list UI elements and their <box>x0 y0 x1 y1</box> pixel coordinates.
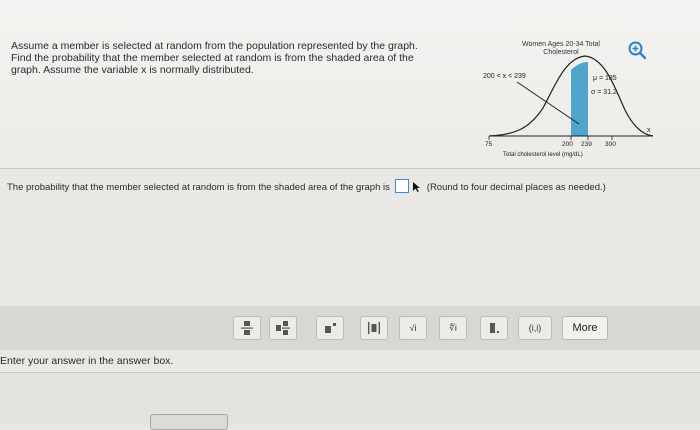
decimal-icon <box>487 321 501 335</box>
mixed-number-icon <box>275 320 291 336</box>
zoom-in-button[interactable] <box>627 40 647 60</box>
rounding-note: (Round to four decimal places as needed.) <box>426 182 606 193</box>
nth-root-label: ∜i <box>449 322 457 333</box>
interval-label: 200 < x < 239 <box>483 73 526 80</box>
tick-300-label: 300 <box>605 141 616 148</box>
mu-label: μ = 185 <box>593 75 617 82</box>
cursor-arrow-icon <box>413 182 421 192</box>
answer-prompt-row <box>7 180 700 196</box>
absolute-value-tool-button[interactable] <box>360 316 388 340</box>
axis-label: Total cholesterol level (mg/dL) <box>503 152 583 158</box>
answer-hint: Enter your answer in the answer box. <box>0 355 174 367</box>
nth-root-tool-button[interactable] <box>439 316 467 340</box>
x-variable-label: x <box>647 127 651 134</box>
square-root-tool-button[interactable] <box>399 316 427 340</box>
bottom-partial-button[interactable] <box>150 414 228 430</box>
tick-200-label: 200 <box>562 141 573 148</box>
shaded-region <box>571 62 588 136</box>
more-button[interactable]: More <box>562 316 608 340</box>
zoom-in-icon <box>627 40 647 60</box>
ordered-pair-label: (i,i) <box>528 323 542 333</box>
bottom-area <box>0 373 700 425</box>
ordered-pair-tool-button[interactable] <box>518 316 552 340</box>
sigma-label: σ = 31.2 <box>591 89 617 96</box>
interval-pointer-line <box>517 82 579 124</box>
fraction-tool-button[interactable] <box>233 316 261 340</box>
answer-input-box[interactable] <box>395 179 409 193</box>
square-root-label: √i <box>409 323 417 333</box>
mixed-number-tool-button[interactable] <box>269 316 297 340</box>
exponent-tool-button[interactable] <box>316 316 344 340</box>
tick-75-label: 75 <box>485 141 493 148</box>
question-text: Assume a member is selected at random from the population represented by the graph. Find the probability that the member selected at random is from the shaded area of the graph. Assume the variable x is normally distributed. <box>11 40 418 76</box>
graph-title-line1: Women Ages 20-34 Total <box>522 41 600 48</box>
prompt-text: The probability that the member selected at random is from the shaded area of the graph is <box>7 182 390 193</box>
section-divider <box>0 168 700 169</box>
tick-239-label: 239 <box>581 141 592 148</box>
decimal-tool-button[interactable] <box>480 316 508 340</box>
exponent-icon <box>323 321 337 335</box>
absolute-value-icon <box>366 321 382 335</box>
fraction-icon <box>240 320 254 336</box>
graph-title-line2: Cholesterol <box>543 49 579 56</box>
